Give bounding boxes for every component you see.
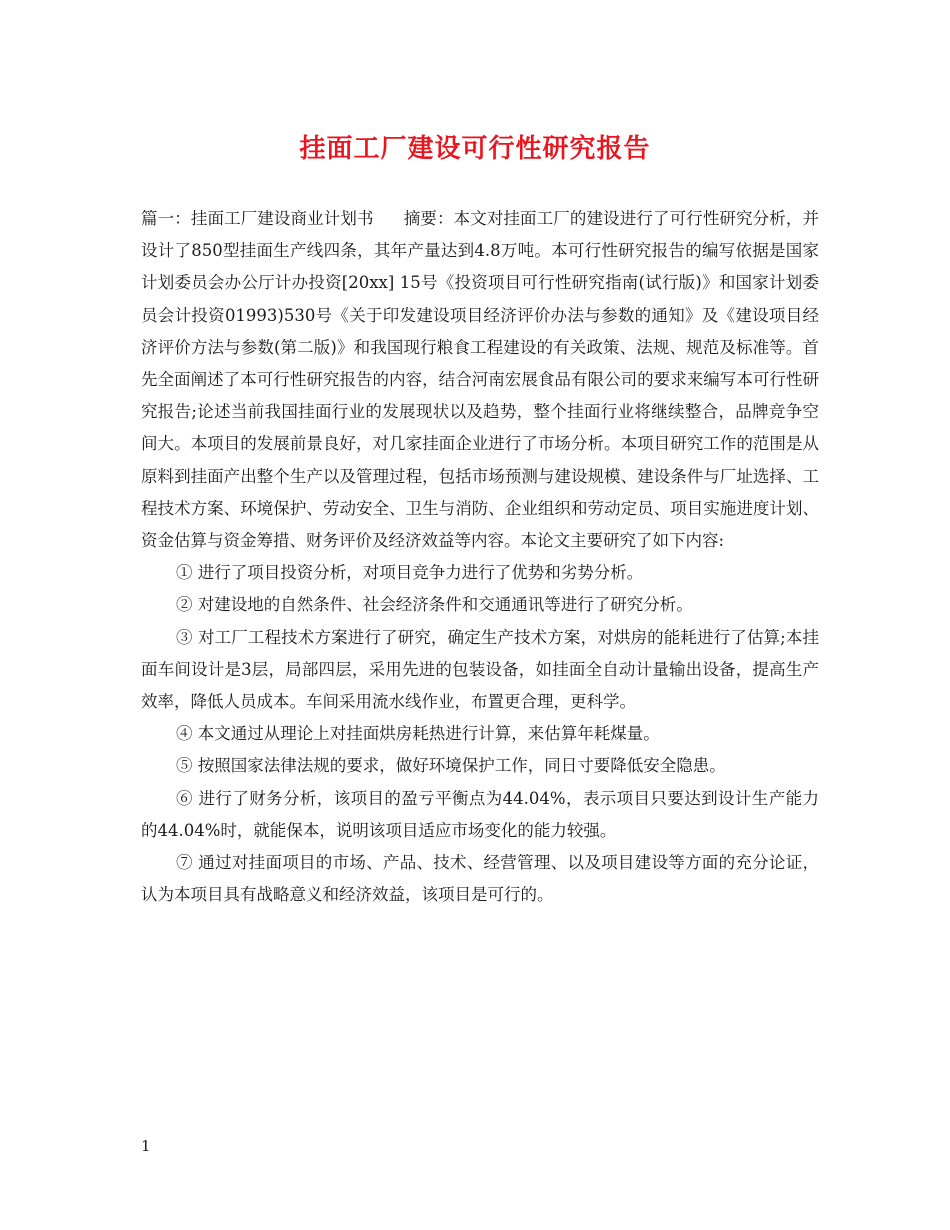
document-title: 挂面工厂建设可行性研究报告 bbox=[299, 134, 651, 164]
section-heading-label: 篇一：挂面工厂建设商业计划书 bbox=[141, 209, 374, 228]
paragraph-item-5: ⑤ 按照国家法律法规的要求，做好环境保护工作，同日寸要降低安全隐患。 bbox=[176, 756, 726, 776]
abstract-text: 摘要：本文对挂面工厂的建设进行了可行性研究分析，并设计了850型挂面生产线四条，其年产量达到4.8万吨。本可行性研究报告的编写依据是国家计划委员会办公厅计办投资[20xx] 15号《投资项目可行性研究指南(试行版)》和国家计划委员会计投资01993)530号《关于印发建设项目经济评价办法与参数的通知》及《建设项目经济评价方法与参数(第二版)》和我国现行粮食工程建设的有关政策、法规、规范及标准等。首先全面阐述了本可行性研究报告的内容，结合河南宏展食品有限公司的要求来编写本可行性研究报告;论述当前我国挂面行业的发展现状以及趋势，整个挂面行业将继续整合，品牌竞争空间大。本项目的发展前景良好，对几家挂面企业进行了市场分析。本项目研究工作的范围是从原料到挂面产出整个生产以及管理过程，包括市场预测与建设规模、建设条件与厂址选择、工程技术方案、环境保护、劳动安全、卫生与消防、企业组织和劳动定员、项目实施进度计划、资金估算与资金筹措、财务评价及经济效益等内容。本论文主要研究了如下内容: bbox=[141, 209, 820, 551]
paragraph-item-1: ① 进行了项目投资分析，对项目竞争力进行了优势和劣势分析。 bbox=[176, 563, 644, 583]
paragraph-abstract bbox=[141, 203, 819, 557]
paragraph-item-6: ⑥ 进行了财务分析，该项目的盈亏平衡点为44.04%，表示项目只要达到设计生产能力的44.04%时，就能保本，说明该项目适应市场变化的能力较强。 bbox=[141, 788, 819, 840]
paragraph-item-7: ⑦ 通过对挂面项目的市场、产品、技术、经营管理、以及项目建设等方面的充分论证，认为本项目具有战略意义和经济效益，该项目是可行的。 bbox=[141, 853, 819, 905]
paragraph-item-3: ③ 对工厂工程技术方案进行了研究，确定生产技术方案，对烘房的能耗进行了估算;本挂面车间设计是3层，局部四层，采用先进的包装设备，如挂面全自动计量输出设备，提高生产效率，降低人员成本。车间采用流水线作业，布置更合理，更科学。 bbox=[141, 627, 819, 712]
paragraph-item-4: ④ 本文通过从理论上对挂面烘房耗热进行计算，来估算年耗煤量。 bbox=[176, 724, 660, 744]
page-number: 1 bbox=[141, 1137, 151, 1155]
document-body bbox=[141, 203, 819, 911]
paragraph-item-2: ② 对建设地的自然条件、社会经济条件和交通通讯等进行了研究分析。 bbox=[176, 595, 693, 615]
